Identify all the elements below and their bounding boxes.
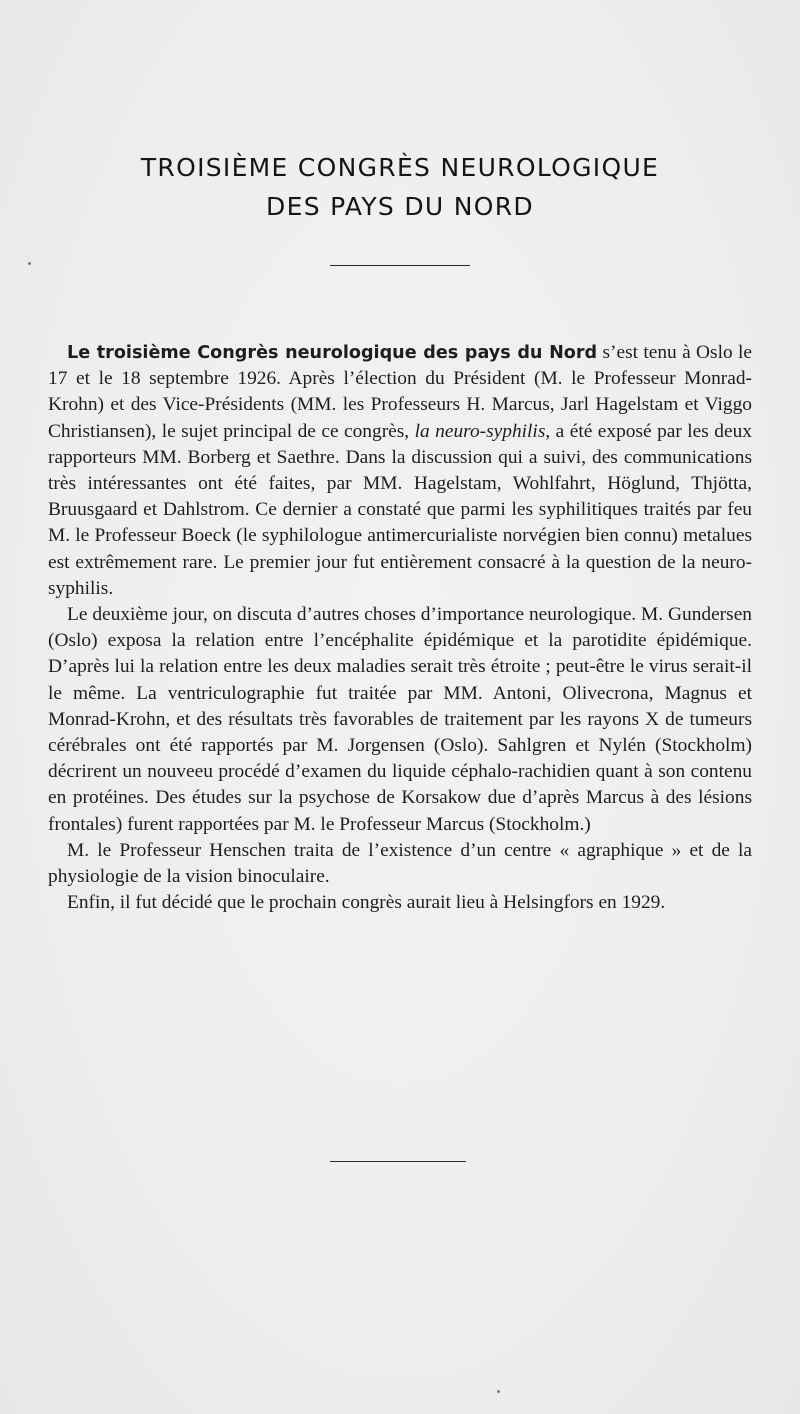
paragraph-1-text-a: s’est tenu à Oslo le 17 et le 18 septembre 1926. Après l’élection du Président (M. le Professeur Monrad-Krohn) et des Vice-Présidents (MM. les Professeurs H. Marcus, Jarl Hagelstam et Viggo Christiansen), le sujet principal de ce congrès, <box>48 342 752 442</box>
paper-speck <box>28 262 31 265</box>
paragraph-2: Le deuxième jour, on discuta d’autres choses d’importance neurologique. M. Gundersen (Oslo) exposa la relation entre l’encéphalite épidémique et la parotidite épidémique. D’après lui la relation entre les deux maladies serait très étroite ; peut-être le virus serait-il le même. La ventriculographie fut traitée par MM. Antoni, Olivecrona, Magnus et Monrad-Krohn, et des résultats très favorables de traitement par les rayons X de tumeurs cérébrales ont été rapportés par M. Jorgensen (Oslo). Sahlgren et Nylén (Stockholm) décrirent un nouveeu procédé d’examen du liquide céphalo-rachidien quant à son contenu en protéines. Des études sur la psychose de Korsakow due d’après Marcus à des lésions frontales) furent rapportées par M. le Professeur Marcus (Stockholm.) <box>48 604 752 835</box>
article-body <box>48 340 752 916</box>
paragraph-1 <box>48 340 752 602</box>
top-divider <box>330 265 470 266</box>
title-line-2: DES PAYS DU NORD <box>266 192 534 221</box>
paragraph-4: Enfin, il fut décidé que le prochain congrès aurait lieu à Helsingfors en 1929. <box>67 892 666 914</box>
title-line-1: TROISIÈME CONGRÈS NEUROLOGIQUE <box>140 153 660 182</box>
lead-phrase: Le troisième Congrès neurologique des pays du Nord <box>67 343 598 363</box>
paragraph-1-text-b: , a été exposé par les deux rapporteurs MM. Borberg et Saethre. Dans la discussion qui a suivi, des communications très intéressantes ont été faites, par MM. Hagelstam, Wohlfahrt, Höglund, Thjötta, Bruusgaard et Dahlstrom. Ce dernier a constaté que parmi les syphilitiques traités par feu M. le Professeur Boeck (le syphilologue antimercurialiste norvégien bien connu) metalues est extrêmement rare. Le premier jour fut entièrement consacré à la question de la neuro-syphilis. <box>48 420 752 599</box>
paragraph-3: M. le Professeur Henschen traita de l’existence d’un centre « agraphique » et de la physiologie de la vision binoculaire. <box>48 839 752 888</box>
bottom-divider <box>330 1161 466 1162</box>
paper-speck <box>497 1390 500 1393</box>
emphasis-neuro-syphilis: la neuro-syphilis <box>414 420 546 442</box>
